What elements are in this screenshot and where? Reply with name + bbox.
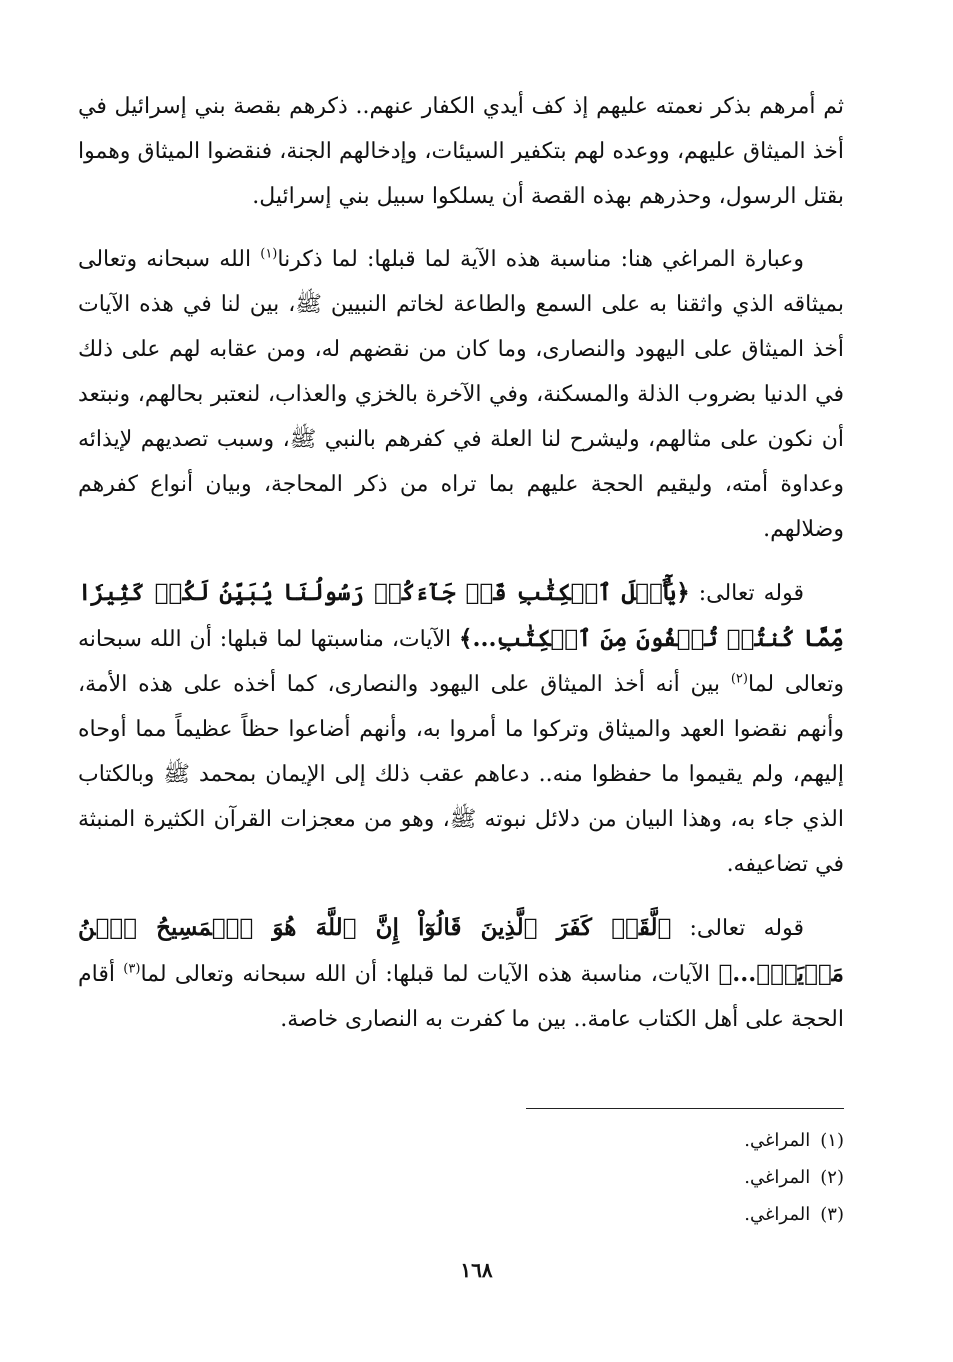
quran-verse-1: ﴿يَٰٓأَهۡلَ ٱلۡكِتَٰبِ قَدۡ جَآءَكُمۡ رَسُولُنَا يُبَيِّنُ لَكُمۡ كَثِيرٗا مِّمَّا كُنتُمۡ تُخۡفُونَ مِنَ ٱلۡكِتَٰبِ...﴾: [78, 579, 844, 652]
paragraph-1-text: ثم أمرهم بذكر نعمته عليهم إذ كف أيدي الكفار عنهم.. ذكرهم بقصة بني إسرائيل في أخذ الميثاق عليهم، ووعده لهم بتكفير السيئات، وإدخالهم الجنة، فنقضوا الميثاق وهموا بقتل الرسول، وحذرهم بهذه القصة أن يسلكوا سبيل بني إسرائيل.: [78, 94, 844, 209]
quran-verse-2: ﴿لَّقَدۡ كَفَرَ ٱلَّذِينَ قَالُوٓاْ إِنَّ ٱللَّهَ هُوَ ٱلۡمَسِيحُ ٱبۡنُ مَرۡيَمَۚ...﴾: [78, 914, 844, 987]
paragraph-1: [78, 84, 844, 219]
footnote-number: (٣): [820, 1204, 844, 1225]
footnote-text: المراغي.: [744, 1204, 811, 1225]
footnote-1: [444, 1122, 844, 1159]
footnote-text: المراغي.: [744, 1167, 811, 1188]
paragraph-3: [78, 570, 844, 887]
footnote-3: [444, 1196, 844, 1233]
footnote-separator: [526, 1108, 844, 1109]
footnotes: [444, 1122, 844, 1233]
footnote-ref-1: (١): [260, 246, 278, 262]
footnote-ref-3: (٣): [123, 961, 141, 977]
footnote-number: (٢): [820, 1167, 844, 1188]
paragraph-2-text-b: الله سبحانه وتعالى بميثاقه الذي واثقنا به على السمع والطاعة لخاتم النبيين ﷺ، بين لنا في هذه الآيات أخذ الميثاق على اليهود والنصارى، وما كان من نقضهم له، ومن عقابه لهم على ذلك في الدنيا بضروب الذلة والمسكنة، وفي الآخرة بالخزي والعذاب، لنعتبر بحالهم، ونبتعد أن نكون على مثالهم، وليشرح لنا العلة في كفرهم بالنبي ﷺ، وسبب تصديهم لإيذائه وعداوة أمته، وليقيم الحجة عليهم بما تراه من ذكر المحاجة، وبيان أنواع كفرهم وضلالهم.: [78, 247, 844, 542]
paragraph-4-text-a: قوله تعالى:: [671, 916, 804, 941]
paragraph-4: [78, 905, 844, 1042]
paragraph-4-text-c: أقام الحجة على أهل الكتاب عامة.. بين ما كفرت به النصارى خاصة.: [78, 962, 844, 1032]
paragraph-2-text-a: وعبارة المراغي هنا: مناسبة هذه الآية لما قبلها: لما ذكرنا: [277, 247, 805, 272]
footnote-2: [444, 1159, 844, 1196]
page-number: ١٦٨: [460, 1258, 493, 1282]
footnote-ref-2: (٢): [730, 671, 748, 687]
footnote-number: (١): [820, 1130, 844, 1151]
paragraph-3-text-b: الآيات، مناسبتها لما قبلها: أن الله سبحانه وتعالى لما: [78, 627, 844, 697]
paragraph-3-text-a: قوله تعالى:: [689, 581, 804, 606]
paragraph-4-text-b: الآيات، مناسبة هذه الآيات لما قبلها: أن الله سبحانه وتعالى لما: [140, 962, 719, 987]
paragraph-2: [78, 237, 844, 552]
main-text: [78, 84, 844, 1060]
footnote-text: المراغي.: [744, 1130, 811, 1151]
paragraph-3-text-c: بين أنه أخذ الميثاق على اليهود والنصارى، كما أخذه على هذه الأمة، وأنهم نقضوا العهد والميثاق وتركوا ما أمروا به، وأنهم أضاعوا حظاً عظيماً مما أوحاه إليهم، ولم يقيموا ما حفظوا منه.. دعاهم عقب ذلك إلى الإيمان بمحمد ﷺ وبالكتاب الذي جاء به، وهذا البيان من دلائل نبوته ﷺ، وهو من معجزات القرآن الكثيرة المنبثة في تضاعيفه.: [78, 672, 844, 877]
